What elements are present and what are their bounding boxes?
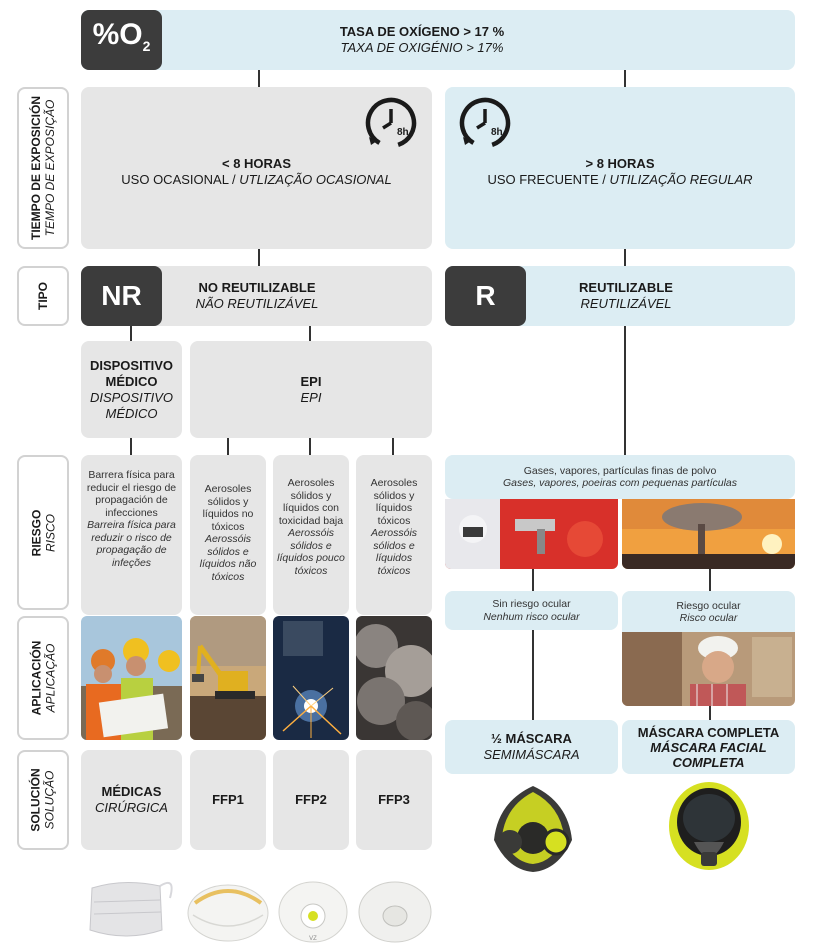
exposure-low-hours: < 8 HORAS [222, 156, 291, 171]
clock-icon [363, 95, 419, 151]
connector [624, 70, 626, 87]
solution-ffp1 [190, 750, 266, 850]
risk-ffp2 [273, 455, 349, 615]
clock-label: 8h [491, 127, 503, 138]
risk-medical-pt: Barreira física para reduzir o risco de propagação de infeções [87, 519, 176, 569]
risk-eye-pt: Risco ocular [679, 612, 738, 624]
category-epi-pt: EPI [300, 389, 322, 405]
solution-ffp2-label: FFP2 [295, 792, 327, 807]
side-label-exposure-pt: TEMPO DE EXPOSIÇÃO [43, 99, 57, 237]
clock-icon [457, 95, 513, 151]
category-medical-es: DISPOSITIVO MÉDICO [89, 357, 174, 389]
photo-excavator [190, 616, 266, 740]
connector [130, 326, 132, 341]
type-nr-badge-text: NR [101, 280, 142, 311]
side-label-type-es: TIPO [35, 281, 50, 311]
photo-smoke [356, 616, 432, 740]
risk-ffp2-es: Aerosoles sólidos y líquidos con toxicidad baja [278, 477, 344, 527]
photo-industrial-chimney [622, 499, 795, 569]
solution-full-es: MÁSCARA COMPLETA [637, 724, 780, 740]
connector [709, 569, 711, 591]
connector [532, 569, 534, 591]
type-r-badge [445, 266, 526, 326]
side-label-application-es: APLICACIÓN [29, 640, 44, 716]
solution-ffp2 [273, 750, 349, 850]
oxygen-title-pt: TAXA DE OXIGÉNIO > 17% [340, 40, 504, 55]
side-label-solution-es: SOLUCIÓN [29, 768, 43, 832]
type-r-pt: REUTILIZÁVEL [580, 296, 672, 311]
ffp3-mask-image [355, 876, 435, 946]
solution-ffp1-label: FFP1 [212, 792, 244, 807]
side-label-risk [17, 455, 69, 610]
type-r-text [526, 266, 726, 326]
connector [624, 249, 626, 266]
type-nr-badge [81, 266, 162, 326]
category-medical [81, 341, 182, 438]
connector [130, 438, 132, 455]
exposure-low-text [81, 152, 432, 192]
photo-welding [273, 616, 349, 740]
risk-gases-es: Gases, vapores, partículas finas de polvo [523, 464, 717, 477]
svg-text:VZ: VZ [309, 936, 317, 942]
exposure-low-es: USO OCASIONAL / [121, 172, 240, 187]
photo-spray-painter [445, 499, 618, 569]
category-epi-es: EPI [300, 373, 322, 389]
oxygen-title-es: TASA DE OXÍGENO > 17 % [339, 24, 505, 39]
risk-medical-es: Barrera física para reducir el riesgo de propagación de infecciones [86, 469, 177, 519]
risk-eye-es: Riesgo ocular [676, 599, 741, 612]
solution-half-pt: SEMIMÁSCARA [483, 747, 580, 762]
connector [392, 438, 394, 455]
connector [227, 438, 229, 455]
risk-ffp3-pt: Aerossóis sólidos e líquidos tóxicos [370, 527, 418, 577]
connector [532, 630, 534, 720]
connector [258, 249, 260, 266]
risk-ffp1-pt: Aerossóis sólidos e líquidos não tóxicos [199, 533, 257, 583]
oxygen-badge-text: %O [92, 17, 143, 51]
exposure-high-es: USO FRECUENTE / [487, 172, 610, 187]
connector [624, 326, 626, 456]
solution-medical [81, 750, 182, 850]
connector [709, 706, 711, 720]
oxygen-badge-subscript: 2 [142, 37, 151, 54]
risk-eye-text [622, 595, 795, 629]
photo-construction-workers [81, 616, 182, 740]
solution-ffp3-label: FFP3 [378, 792, 410, 807]
exposure-high-pt: UTILIZAÇÃO REGULAR [609, 172, 753, 187]
type-nr-text [162, 266, 352, 326]
risk-no-eye-pt: Nenhum risco ocular [483, 610, 580, 623]
exposure-low-pt: UTLIZAÇÃO OCASIONAL [239, 172, 392, 187]
side-label-exposure [17, 87, 69, 249]
risk-ffp3 [356, 455, 432, 615]
oxygen-title [162, 10, 682, 70]
solution-half-mask [445, 720, 618, 774]
surgical-mask-image [84, 872, 174, 944]
side-label-solution-pt: SOLUÇÃO [43, 770, 57, 830]
category-medical-pt: DISPOSITIVO MÉDICO [89, 389, 174, 421]
connector [309, 438, 311, 455]
side-label-risk-es: RIESGO [29, 509, 43, 556]
risk-ffp3-es: Aerosoles sólidos y líquidos tóxicos [370, 477, 418, 527]
clock-label: 8h [397, 127, 409, 138]
connector [258, 70, 260, 87]
solution-full-mask [622, 720, 795, 774]
risk-ffp2-pt: Aerossóis sólidos e líquidos pouco tóxicos [277, 527, 345, 577]
solution-ffp3 [356, 750, 432, 850]
exposure-high-text [445, 152, 795, 192]
risk-ffp1 [190, 455, 266, 615]
risk-medical [81, 455, 182, 615]
category-epi [190, 341, 432, 438]
risk-ffp1-es: Aerosoles sólidos y líquidos no tóxicos [202, 483, 254, 533]
exposure-high-panel [445, 87, 795, 249]
full-mask-image [666, 780, 752, 876]
ffp1-mask-image [185, 875, 271, 945]
side-label-solution [17, 750, 69, 850]
risk-no-eye-es: Sin riesgo ocular [492, 598, 571, 610]
risk-no-eye [445, 591, 618, 630]
risk-gases-text [445, 458, 795, 496]
side-label-exposure-es: TIEMPO DE EXPOSICIÓN [29, 95, 43, 241]
solution-full-pt: MÁSCARA FACIAL COMPLETA [650, 739, 767, 770]
risk-gases-pt: Gases, vapores, poeiras com pequenas partículas [502, 477, 738, 489]
exposure-low-panel [81, 87, 432, 249]
side-label-risk-pt: RISCO [43, 513, 57, 552]
connector [309, 326, 311, 341]
half-mask-image [488, 782, 578, 874]
side-label-application [17, 616, 69, 740]
side-label-type [17, 266, 69, 326]
solution-medical-pt: CIRÚRGICA [95, 800, 168, 815]
oxygen-badge [81, 10, 162, 70]
type-nr-pt: NÃO REUTILIZÁVEL [195, 296, 319, 311]
solution-half-es: ½ MÁSCARA [491, 731, 572, 746]
type-r-badge-text: R [475, 280, 496, 311]
side-label-application-pt: APLICAÇÃO [43, 643, 58, 713]
type-nr-es: NO REUTILIZABLE [198, 280, 316, 295]
type-r-es: REUTILIZABLE [579, 280, 673, 295]
photo-worker-portrait [622, 632, 795, 706]
ffp2-mask-image [275, 876, 351, 946]
solution-medical-es: MÉDICAS [101, 784, 162, 799]
exposure-high-hours: > 8 HORAS [585, 156, 655, 171]
